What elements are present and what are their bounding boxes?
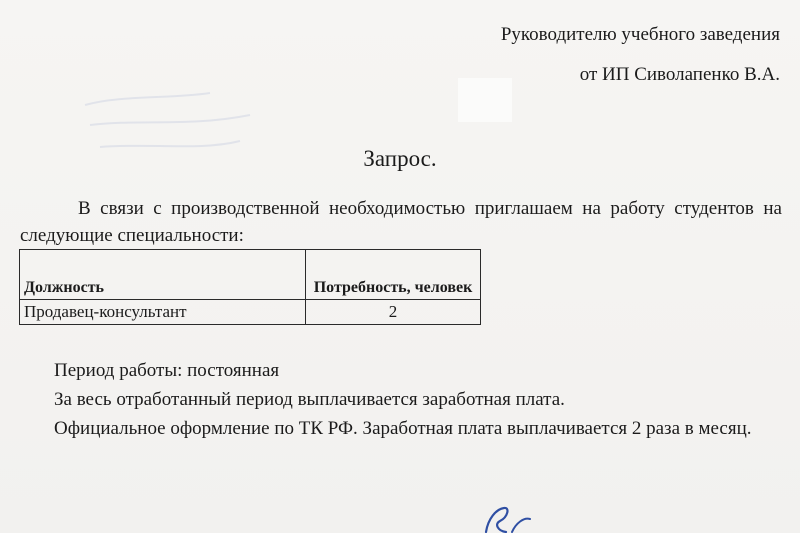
condition-official: Официальное оформление по ТК РФ. Заработная плата выплачивается 2 раза в месяц.: [54, 418, 752, 439]
table-row: [20, 300, 481, 325]
header-need: Потребность, человек: [306, 250, 481, 300]
signature-mark: [468, 505, 558, 533]
condition-period: Период работы: постоянная: [54, 360, 280, 381]
conditions-block: [20, 356, 782, 443]
cell-position: Продавец-консультант: [20, 300, 306, 325]
condition-pay: За весь отработанный период выплачивается заработная плата.: [54, 389, 565, 410]
intro-paragraph: В связи с производственной необходимостью приглашаем на работу студентов на следующие специальности:: [20, 198, 782, 246]
addressee-line-1: Руководителю учебного заведения: [500, 24, 780, 45]
addressee-line-2: от ИП Сиволапенко В.А.: [579, 64, 780, 85]
header-position: Должность: [20, 250, 306, 300]
positions-table: [19, 249, 481, 325]
addressee-block: [501, 24, 780, 86]
document-title: Запрос.: [363, 146, 437, 171]
cell-need: 2: [306, 300, 481, 325]
table-header-row: [20, 250, 481, 300]
